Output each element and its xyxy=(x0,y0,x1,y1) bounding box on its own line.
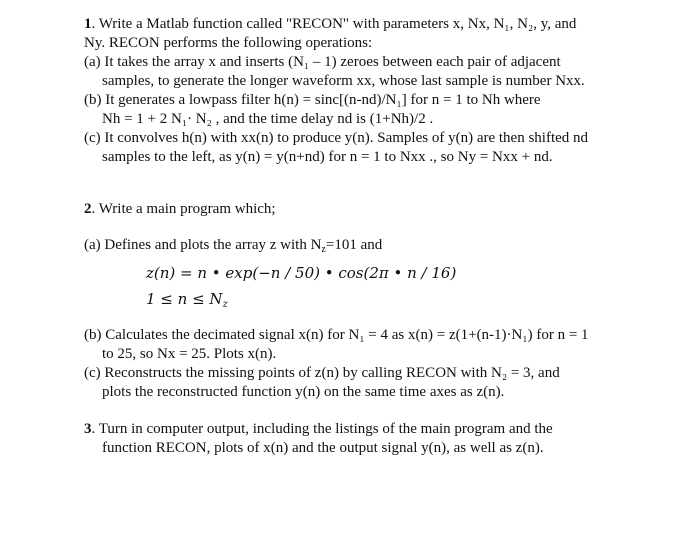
problem2-part-c-cont: plots the reconstructed function y(n) on the same time axes as z(n). xyxy=(102,384,505,400)
problem3-number: 3 xyxy=(84,421,92,437)
problem1-part-a: (a) It takes the array x and inserts (N₁ – 1) zeroes between each pair of adjacent xyxy=(84,54,561,70)
equation: z(n) = n • exp(−n / 50) • cos(2π • n / 16) xyxy=(146,264,457,282)
problem1-line1: 1. Write a Matlab function called "RECON" with parameters x, Nx, N₁, N₂, y, and xyxy=(84,16,577,32)
problem3-line2: function RECON, plots of x(n) and the output signal y(n), as well as z(n). xyxy=(102,440,544,456)
problem2-part-a: (a) Defines and plots the array z with $N_z=101$ and xyxy=(84,237,383,255)
problem2-number: 2 xyxy=(84,201,92,217)
problem2-part-b: (b) Calculates the decimated signal x(n) for N₁ = 4 as x(n) = z(1+(n-1)·N₁) for n = 1 xyxy=(84,327,589,343)
problem1-part-b-cont: Nh = 1 + 2 N₁· N₂ , and the time delay nd is (1+Nh)/2 . xyxy=(102,111,434,127)
problem2-part-b-cont: to 25, so Nx = 25. Plots x(n). xyxy=(102,346,277,362)
problem1-part-c: (c) It convolves h(n) with xx(n) to produce y(n). Samples of y(n) are then shifted nd xyxy=(84,130,589,146)
problem2-intro: 2. Write a main program which; xyxy=(84,201,276,217)
problem1-number: 1 xyxy=(84,16,92,32)
problem1-part-b: (b) It generates a lowpass filter h(n) = sinc[(n-nd)/N₁] for n = 1 to Nh where xyxy=(84,92,541,108)
equation-range: $1 \le n \le N_z$ xyxy=(146,290,228,310)
problem1-part-a-cont: samples, to generate the longer waveform xx, whose last sample is number Nxx. xyxy=(102,73,585,89)
problem1-line2: Ny. RECON performs the following operations: xyxy=(84,35,373,51)
problem2-part-c: (c) Reconstructs the missing points of z(n) by calling RECON with N₂ = 3, and xyxy=(84,365,560,381)
problem1-part-c-cont: samples to the left, as y(n) = y(n+nd) for n = 1 to Nxx ., so Ny = Nxx + nd. xyxy=(102,149,553,165)
problem3-line1: 3. Turn in computer output, including the listings of the main program and the xyxy=(84,421,553,437)
